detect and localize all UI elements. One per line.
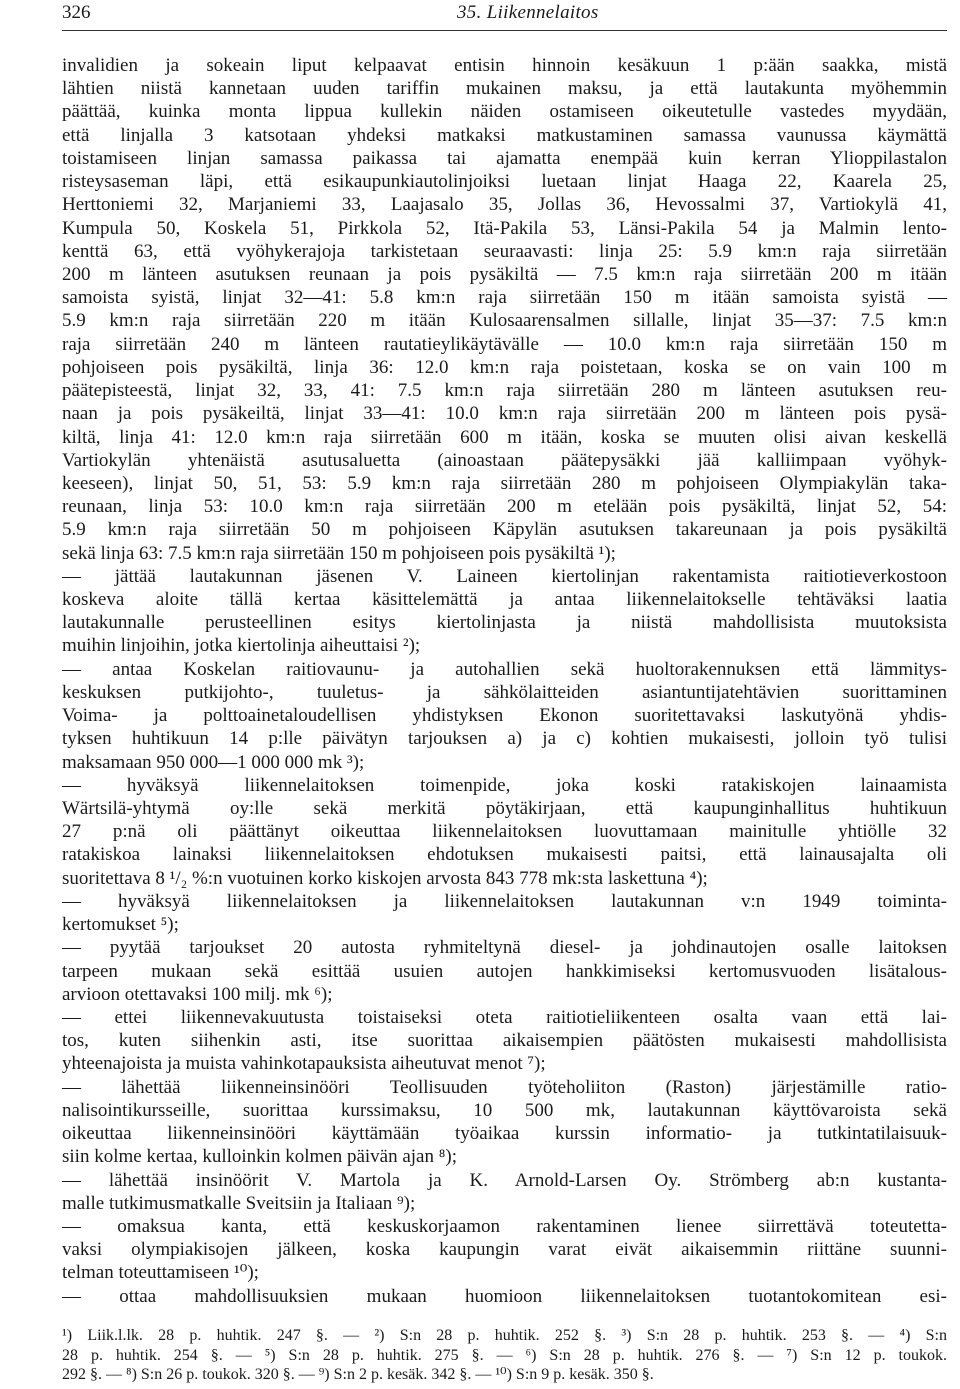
text-line: kertomukset ⁵); (62, 914, 179, 936)
text-line: risteysaseman läpi, että esikaupunkiautolinjoiksi luetaan linjat Haaga 22, Kaarela 25, (62, 171, 947, 193)
page-header (62, 0, 947, 31)
text-line: — lähettää liikenneinsinööri Teollisuuden työteholiiton (Raston) järjestämille ratio- (62, 1076, 947, 1098)
footnote-line: 292 §. — ⁸) S:n 26 p. toukok. 320 §. — ⁹) S:n 2 p. kesäk. 342 §. — ¹⁰) S:n 9 p. kesäk. 350 §. (62, 1366, 654, 1383)
text-line: malle tutkimusmatkalle Sveitsiin ja Italiaan ⁹); (62, 1192, 416, 1214)
text-line: pohjoiseen pois pysäkiltä, linja 36: 12.0 km:n raja poistetaan, koska se on vain 100 m (62, 356, 947, 378)
text-line: oikeuttaa liikenneinsinööri käyttämään työaikaa kurssin informatio- ja tutkintatilaisuuk- (62, 1123, 947, 1145)
text-line: samoista syistä, linjat 32—41: 5.8 km:n raja siirretään 150 m itään samoista syistä — (62, 287, 947, 309)
text-line: tos, kuten siihenkin asti, itse suorittaa aikaisempien päätösten mukaisesti mahdollisista (62, 1030, 947, 1052)
text-line: siin kolme kertaa, kulloinkin kolmen päivän ajan ⁸); (62, 1146, 457, 1168)
text-line: Voima- ja polttoainetaloudellisen yhdistyksen Ekonon suoritettavaksi laskutyönä yhdis- (62, 705, 947, 727)
footnotes (62, 1326, 947, 1385)
footnote-line: ¹) Liik.l.lk. 28 p. huhtik. 247 §. — ²) S:n 28 p. huhtik. 252 §. ³) S:n 28 p. huhtik. 253 §. — ⁴) S:n (62, 1327, 947, 1344)
text-line: ratakiskoa lainaksi liikennelaitoksen ehdotuksen mukaisesti paitsi, että lainausajalta oli (62, 844, 947, 866)
text-line: — jättää lautakunnan jäsenen V. Laineen kiertolinjan rakentamista raitiotieverkostoon (62, 565, 947, 587)
text-line: sekä linja 63: 7.5 km:n raja siirretään 150 m pohjoiseen pois pysäkiltä ¹); (62, 542, 616, 564)
text-line: naan ja pois pysäkeiltä, linjat 33—41: 10.0 km:n raja siirretään 200 m länteen pois pysä- (62, 403, 947, 425)
footnote-line: 28 p. huhtik. 254 §. — ⁵) S:n 28 p. huhtik. 275 §. — ⁶) S:n 28 p. huhtik. 276 §. — ⁷) S:n 12 p. toukok. (62, 1346, 947, 1364)
text-line: vaksi olympiakisojen jälkeen, koska kaupungin varat eivät aikaisemmin riittäne suunni- (62, 1239, 947, 1261)
text-line: — ettei liikennevakuutusta toistaiseksi oteta raitiotieliikenteen osalta vaan että lai- (62, 1006, 947, 1028)
text-line: keeseen), linjat 50, 51, 53: 5.9 km:n raja siirretään 280 m pohjoiseen Olympiakylän taka- (62, 472, 947, 494)
text-line: päättää, kuinka monta lippua kullekin näiden ostamiseen oikeutetulle vastedes myydään, (62, 101, 947, 123)
text-line: maksamaan 950 000—1 000 000 mk ³); (62, 751, 365, 773)
text-line: lautakunnalle perusteellinen esitys kiertolinjasta ja niistä mahdollisista muutoksista (62, 612, 947, 634)
text-line: — hyväksyä liikennelaitoksen toimenpide, joka koski ratakiskojen lainaamista (62, 774, 947, 796)
text-line: että linjalla 3 katsotaan yhdeksi matkaksi matkustaminen samassa vaunussa käymättä (62, 124, 947, 146)
text-line: Herttoniemi 32, Marjaniemi 33, Laajasalo 35, Jollas 36, Hevossalmi 37, Vartiokylä 41, (62, 194, 947, 216)
text-line: reunaan, linja 53: 10.0 km:n raja siirretään 200 m etelään pois pysäkiltä, linjat 52, 54: (62, 496, 947, 518)
text-line: — lähettää insinöörit V. Martola ja K. Arnold-Larsen Oy. Strömberg ab:n kustanta- (62, 1169, 947, 1191)
text-line: raja siirretään 240 m länteen rautatieylikäytävälle — 10.0 km:n raja siirretään 150 m (62, 333, 947, 355)
text-line: kiltä, linja 41: 12.0 km:n raja siirretään 600 m itään, koska se muuten olisi aivan keskellä (62, 426, 947, 448)
body-text (62, 54, 947, 1308)
text-line: arvioon otettavaksi 100 milj. mk ⁶); (62, 983, 333, 1005)
text-line: — hyväksyä liikennelaitoksen ja liikennelaitoksen lautakunnan v:n 1949 toiminta- (62, 890, 947, 912)
text-line: muihin linjoihin, jotka kiertolinja aiheuttaisi ²); (62, 635, 421, 657)
text-line: 27 p:nä oli päättänyt oikeuttaa liikennelaitoksen luovuttamaan mainitulle yhtiölle 32 (62, 821, 947, 843)
text-line: Wärtsilä-yhtymä oy:lle sekä merkitä pöytäkirjaan, että kaupunginhallitus huhtikuun (62, 798, 947, 819)
text-line: invalidien ja sokeain liput kelpaavat entisin hinnoin kesäkuun 1 p:ään saakka, mistä (62, 55, 947, 76)
text-line: yhteenajoista ja muista vahinkotapauksista aiheutuvat menot ⁷); (62, 1053, 546, 1075)
text-line: 5.9 km:n raja siirretään 50 m pohjoiseen Käpylän asutuksen takareunaan ja pois pysäkiltä (62, 519, 947, 541)
text-line: 200 m länteen asutuksen reunaan ja pois pysäkiltä — 7.5 km:n raja siirretään 200 m itään (62, 263, 947, 285)
text-line: toistamiseen linjan samassa paikassa tai ajamatta enempää kuin kerran Ylioppilastalon (62, 147, 947, 169)
text-line: nalisointikursseille, suorittaa kurssimaksu, 10 500 mk, lautakunnan käyttövaroista sekä (62, 1099, 947, 1121)
text-line: 5.9 km:n raja siirretään 220 m itään Kulosaarensalmen sillalle, linjat 35—37: 7.5 km:n (62, 310, 947, 332)
text-line: lähtien niistä kannetaan uuden tariffin mukainen maksu, ja että lautakunta myöhemmin (62, 78, 947, 100)
text-line: — ottaa mahdollisuuksien mukaan huomioon liikennelaitoksen tuotantokomitean esi- (62, 1285, 947, 1307)
text-line: päätepisteestä, linjat 32, 33, 41: 7.5 km:n raja siirretään 280 m länteen asutuksen reu- (62, 380, 947, 402)
text-line: — omaksua kanta, että keskuskorjaamon rakentaminen lienee siirrettävä toteutetta- (62, 1215, 947, 1237)
text-line: — antaa Koskelan raitiovaunu- ja autohallien sekä huoltorakennuksen että lämmitys- (62, 658, 947, 680)
text-line: tyksen huhtikuun 14 p:lle päivätyn tarjouksen a) ja c) kohtien mukaisesti, jolloin työ tulisi (62, 728, 947, 750)
text-line: kenttä 63, että vyöhykerajoja tarkistetaan seuraavasti: linja 25: 5.9 km:n raja siirretään (62, 240, 947, 262)
text-line: telman toteuttamiseen ¹⁰); (62, 1262, 259, 1284)
text-line: tarpeen mukaan sekä esittää usuien autojen hankkimiseksi kertomusvuoden lisätalous- (62, 960, 947, 982)
section-title: 35. Liikennelaitos (457, 2, 599, 23)
text-line: Vartiokylän yhtenäistä asutusaluetta (ainoastaan päätepysäkki jää kalliimpaan vyöhyk- (62, 449, 947, 471)
page-number: 326 (62, 2, 91, 23)
text-line: keskuksen putkijohto-, tuuletus- ja sähkölaitteiden asiantuntijatehtävien suorittaminen (62, 681, 947, 703)
text-line: — pyytää tarjoukset 20 autosta ryhmiteltynä diesel- ja johdinautojen osalle laitoksen (62, 937, 947, 959)
text-line: Kumpula 50, Koskela 51, Pirkkola 52, Itä-Pakila 53, Länsi-Pakila 54 ja Malmin lento- (62, 217, 947, 239)
text-line: koskeva aloite tällä kertaa käsittelemättä ja antaa liikennelaitokselle tehtäväksi laatia (62, 589, 947, 611)
text-line: suoritettava 8 ¹/₂ %:n vuotuinen korko kiskojen arvosta 843 778 mk:sta laskettuna ⁴); (62, 867, 708, 889)
